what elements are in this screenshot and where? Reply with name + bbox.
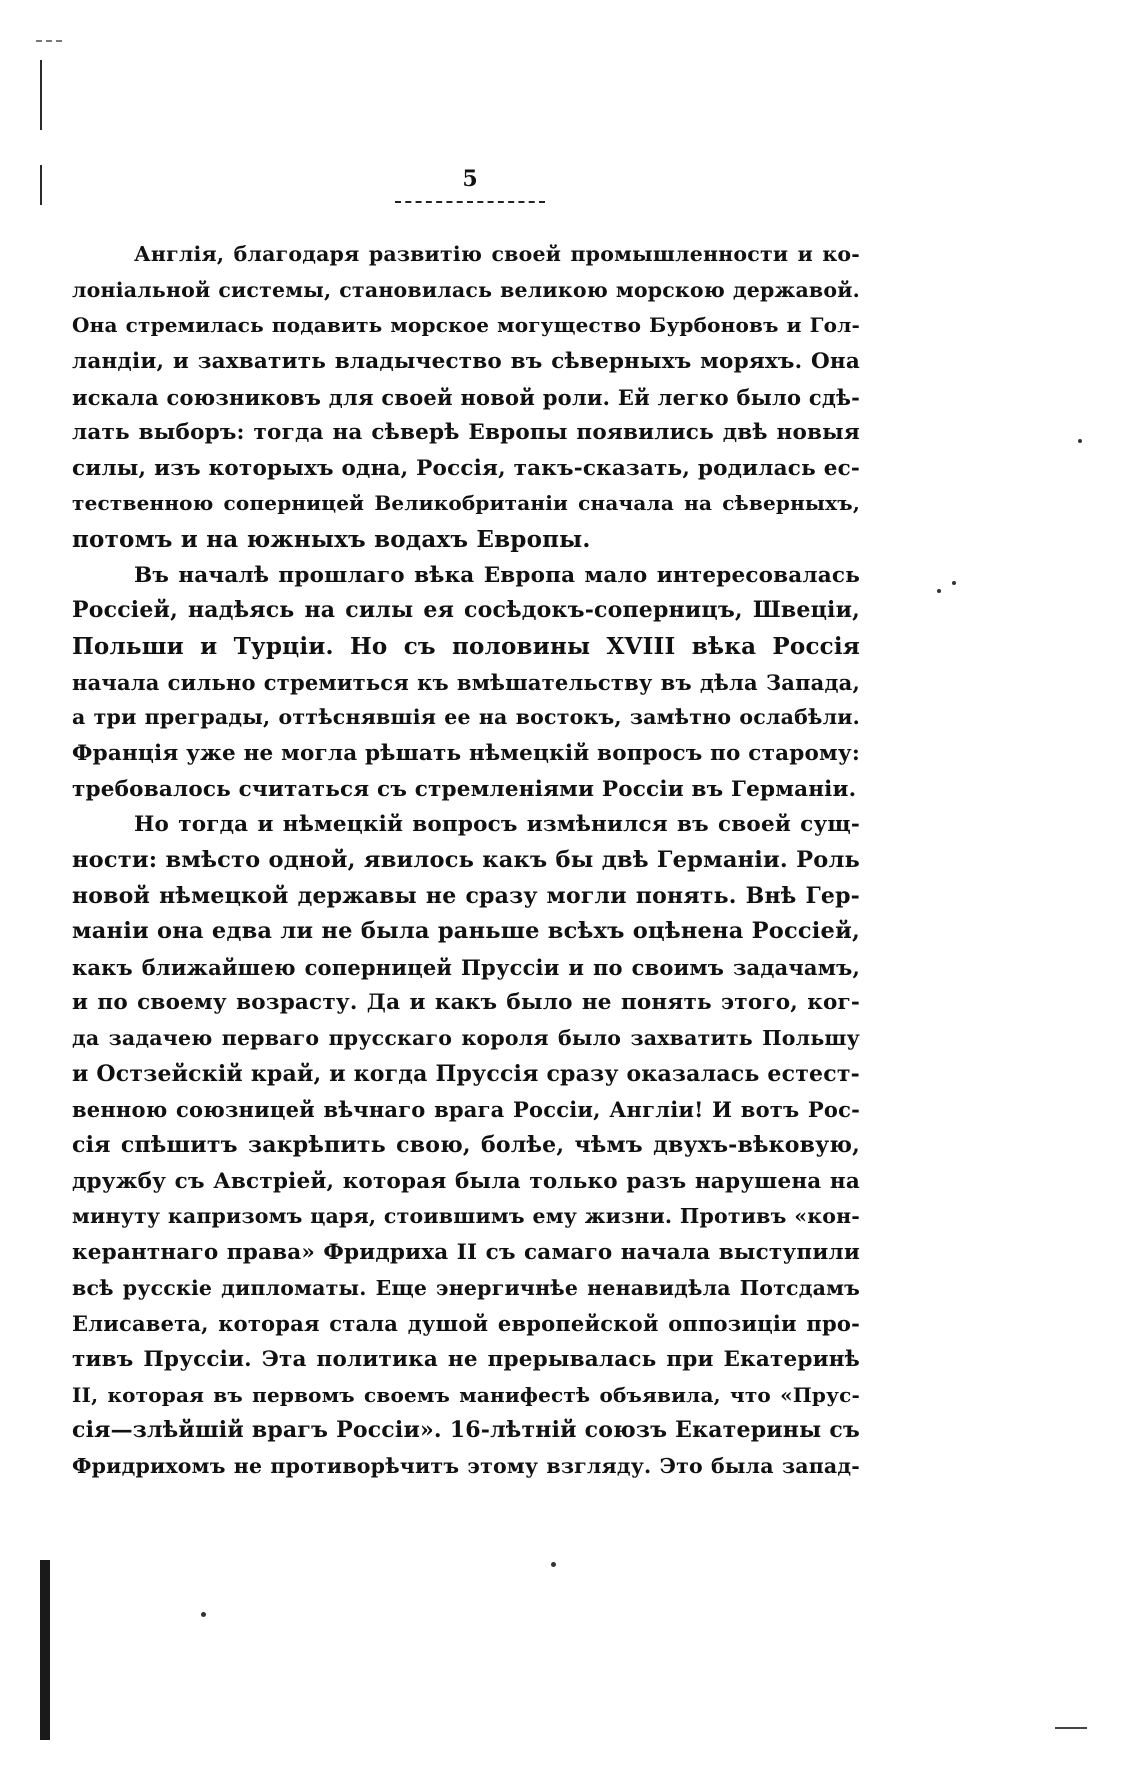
text-line: сія—злѣйшій врагъ Россіи». 16-лѣтній союзъ Екатерины съ (72, 1417, 860, 1444)
page-number-rule (395, 201, 545, 203)
scan-binding-shadow (40, 1560, 50, 1740)
text-line: II, которая въ первомъ своемъ манифестѣ объявила, что «Прус- (72, 1382, 860, 1407)
scan-right-dash (1055, 1727, 1087, 1729)
text-line: Польши и Турціи. Но съ половины XVIII вѣка Россія (72, 633, 860, 661)
text-line: Россіей, надѣясь на силы ея сосѣдокъ-соперницъ, Швеціи, (72, 597, 860, 624)
scan-speck (937, 589, 941, 593)
text-line: Англія, благодаря развитію своей промышленности и ко- (134, 242, 860, 266)
text-line: а три преграды, оттѣснявшія ее на востокъ, замѣтно ослабѣли. (72, 705, 860, 730)
text-line: всѣ русскіе дипломаты. Еще энергичнѣе ненавидѣла Потсдамъ (72, 1275, 860, 1300)
text-line: дружбу съ Австріей, которая была только разъ нарушена на (72, 1168, 860, 1194)
scan-speck (551, 1562, 556, 1567)
scan-corner-mark (36, 40, 62, 44)
page-number: 5 (462, 166, 478, 192)
text-line: лать выборъ: тогда на сѣверѣ Европы появились двѣ новыя (72, 420, 860, 446)
scan-margin-line-top (40, 60, 42, 130)
text-line: Франція уже не могла рѣшать нѣмецкій вопросъ по старому: (72, 740, 860, 766)
text-line: и Остзейскій край, и когда Пруссія сразу оказалась естест- (72, 1060, 860, 1087)
text-line: какъ ближайшею соперницей Пруссіи и по своимъ задачамъ, (72, 954, 860, 980)
text-line: и по своему возрасту. Да и какъ было не понять этого, ког- (72, 990, 860, 1016)
text-line: сія спѣшитъ закрѣпить свою, болѣе, чѣмъ двухъ-вѣковую, (72, 1132, 860, 1159)
text-line: керантнаго права» Фридриха II съ самаго начала выступили (72, 1239, 860, 1265)
text-line: венною союзницей вѣчнаго врага Россіи, Англіи! И вотъ Рос- (72, 1097, 860, 1123)
text-line: маніи она едва ли не была раньше всѣхъ оцѣнена Россіей, (72, 918, 860, 945)
text-line: лоніальной системы, становилась великою морскою державой. (72, 277, 860, 302)
text-line: потомъ и на южныхъ водахъ Европы. (72, 526, 591, 554)
text-line: Фридрихомъ не противорѣчитъ этому взгляду. Это была запад- (72, 1453, 860, 1478)
text-line: тественною соперницей Великобританіи сначала на сѣверныхъ, (72, 491, 860, 516)
body-text (72, 237, 860, 1484)
scan-margin-line-middle (40, 165, 42, 205)
text-line: Но тогда и нѣмецкій вопросъ измѣнился въ своей сущ- (134, 812, 860, 838)
text-line: искала союзниковъ для своей новой роли. Ей легко было сдѣ- (72, 384, 860, 410)
scan-speck (201, 1612, 206, 1617)
text-line: минуту капризомъ царя, стоившимъ ему жизни. Противъ «кон- (72, 1204, 860, 1229)
text-line: силы, изъ которыхъ одна, Россія, такъ-сказать, родилась ес- (72, 455, 860, 481)
text-line: требовалось считаться съ стремленіями Россіи въ Германіи. (72, 776, 857, 802)
text-line: новой нѣмецкой державы не сразу могли понять. Внѣ Гер- (72, 882, 860, 909)
text-line: начала сильно стремиться къ вмѣшательству въ дѣла Запада, (72, 669, 860, 695)
text-line: ландіи, и захватить владычество въ сѣверныхъ моряхъ. Она (72, 348, 860, 374)
text-line: тивъ Пруссіи. Эта политика не прерывалась при Екатеринѣ (72, 1346, 860, 1372)
text-line: ности: вмѣсто одной, явилось какъ бы двѣ Германіи. Роль (72, 846, 860, 873)
scan-speck (1078, 439, 1082, 443)
text-line: Въ началѣ прошлаго вѣка Европа мало интересовалась (134, 562, 860, 588)
text-line: Елисавета, которая стала душой европейской оппозиціи про- (72, 1311, 860, 1337)
text-line: да задачею перваго прусскаго короля было захватить Польшу (72, 1026, 860, 1051)
text-line: Она стремилась подавить морское могущество Бурбоновъ и Гол- (72, 313, 860, 338)
scan-speck (952, 581, 956, 585)
